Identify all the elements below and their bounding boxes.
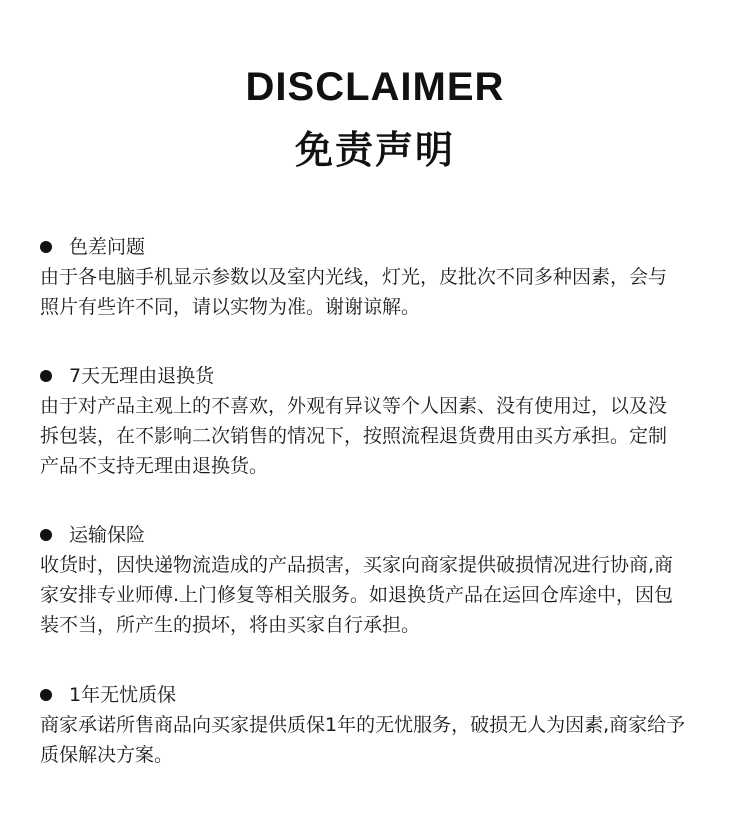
- body-line: 拆包装，在不影响二次销售的情况下，按照流程退货费用由买方承担。定制: [40, 425, 668, 447]
- section-heading-text: 色差问题: [69, 236, 146, 258]
- section-heading: [40, 680, 720, 710]
- body-line: 质保解决方案。: [40, 744, 174, 766]
- body-line: 由于对产品主观上的不喜欢，外观有异议等个人因素、没有使用过，以及没: [40, 395, 668, 417]
- body-line: 收货时，因快递物流造成的产品损害，买家向商家提供破损情况进行协商,商: [40, 554, 674, 576]
- body-line: 商家承诺所售商品向买家提供质保1年的无忧服务，破损无人为因素,商家给予: [40, 714, 686, 736]
- section-heading-text: 1年无忧质保: [69, 684, 177, 706]
- section-body: [40, 262, 720, 322]
- section-body: [40, 550, 720, 640]
- disclaimer-title-cn: 免责声明: [294, 128, 455, 172]
- bullet-icon: [40, 529, 52, 541]
- section-one-year-warranty: [40, 680, 720, 770]
- section-heading: [40, 232, 720, 262]
- section-heading: [40, 520, 720, 550]
- section-heading-text: 7天无理由退换货: [69, 365, 215, 387]
- bullet-icon: [40, 241, 52, 253]
- body-line: 家安排专业师傅.上门修复等相关服务。如退换货产品在运回仓库途中，因包: [40, 584, 674, 606]
- section-seven-day-return: [40, 361, 720, 481]
- section-body: [40, 710, 720, 770]
- disclaimer-title-en: DISCLAIMER: [245, 65, 505, 109]
- body-line: 由于各电脑手机显示参数以及室内光线，灯光，皮批次不同多种因素，会与: [40, 266, 668, 288]
- bullet-icon: [40, 689, 52, 701]
- body-line: 产品不支持无理由退换货。: [40, 455, 269, 477]
- section-heading: [40, 361, 720, 391]
- section-color-difference: [40, 232, 720, 322]
- section-body: [40, 391, 720, 481]
- section-heading-text: 运输保险: [69, 524, 146, 546]
- bullet-icon: [40, 370, 52, 382]
- body-line: 照片有些许不同，请以实物为准。谢谢谅解。: [40, 296, 421, 318]
- body-line: 装不当，所产生的损坏，将由买家自行承担。: [40, 614, 421, 636]
- section-shipping-insurance: [40, 520, 720, 640]
